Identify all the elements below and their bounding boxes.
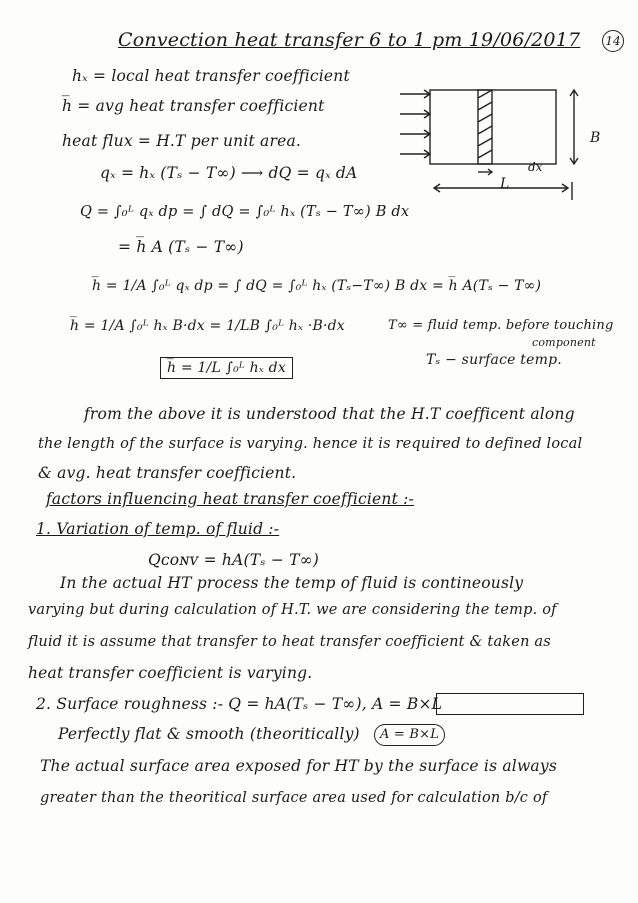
area-formula-oval: A = B×L: [374, 724, 445, 746]
page-number: 14: [602, 30, 624, 52]
surface-sketch: [436, 693, 584, 715]
note-line-17: varying but during calculation of H.T. we are considering the temp. of: [28, 602, 557, 618]
page-title: Convection heat transfer 6 to 1 pm 19/06/2017: [118, 29, 581, 51]
note-line-23: greater than the theoritical surface area used for calculation b/c of: [40, 790, 548, 806]
boxed-formula: h̅ = 1/L ∫₀ᴸ hₓ dx: [160, 357, 293, 379]
note-line-19: heat transfer coefficient is varying.: [28, 664, 313, 682]
note-line-4: qₓ = hₓ (Tₛ − T∞) ⟶ dQ = qₓ dA: [100, 164, 358, 182]
note-line-8-right: T∞ = fluid temp. before touching: [388, 318, 614, 333]
note-line-1: hₓ = local heat transfer coefficient: [72, 67, 350, 85]
note-line-12: & avg. heat transfer coefficient.: [38, 464, 297, 482]
note-line-16: In the actual HT process the temp of fluid is contineously: [60, 574, 524, 592]
diagram-label-l: L: [500, 176, 510, 192]
note-line-10: from the above it is understood that the H.T coefficent along: [84, 405, 575, 423]
note-line-18: fluid it is assume that transfer to heat transfer coefficient & taken as: [28, 634, 551, 650]
note-line-15: Qᴄᴏɴᴠ = hA(Tₛ − T∞): [148, 551, 320, 569]
plate-outline: [430, 90, 556, 164]
note-line-5: Q = ∫₀ᴸ qₓ dp = ∫ dQ = ∫₀ᴸ hₓ (Tₛ − T∞) B dx: [80, 204, 410, 220]
note-line-8: h̅ = 1/A ∫₀ᴸ hₓ B·dx = 1/LB ∫₀ᴸ hₓ ·B·dx: [70, 318, 345, 334]
note-line-8-right-2: component: [532, 336, 596, 349]
diagram-label-b: B: [590, 130, 601, 146]
note-line-11: the length of the surface is varying. hence it is required to defined local: [38, 436, 583, 452]
note-line-22: The actual surface area exposed for HT by the surface is always: [40, 757, 557, 775]
note-line-2: h̅ = avg heat transfer coefficient: [62, 97, 325, 115]
note-line-21: Perfectly flat & smooth (theoritically): [58, 725, 360, 743]
note-line-20: 2. Surface roughness :- Q = hA(Tₛ − T∞), A = B×L: [36, 695, 443, 713]
factor-1-heading: 1. Variation of temp. of fluid :-: [36, 520, 280, 538]
plate-diagram: [378, 88, 608, 212]
note-line-6: = h̅ A (Tₛ − T∞): [118, 238, 244, 256]
note-line-9-right: Tₛ − surface temp.: [426, 352, 562, 368]
note-line-3: heat flux = H.T per unit area.: [62, 132, 302, 150]
note-line-7: h̅ = 1/A ∫₀ᴸ qₓ dp = ∫ dQ = ∫₀ᴸ hₓ (Tₛ−T∞) B dx = h̅ A(Tₛ − T∞): [92, 278, 542, 294]
diagram-label-dx: dx: [528, 160, 543, 174]
section-heading-factors: factors influencing heat transfer coefficient :-: [46, 490, 414, 508]
